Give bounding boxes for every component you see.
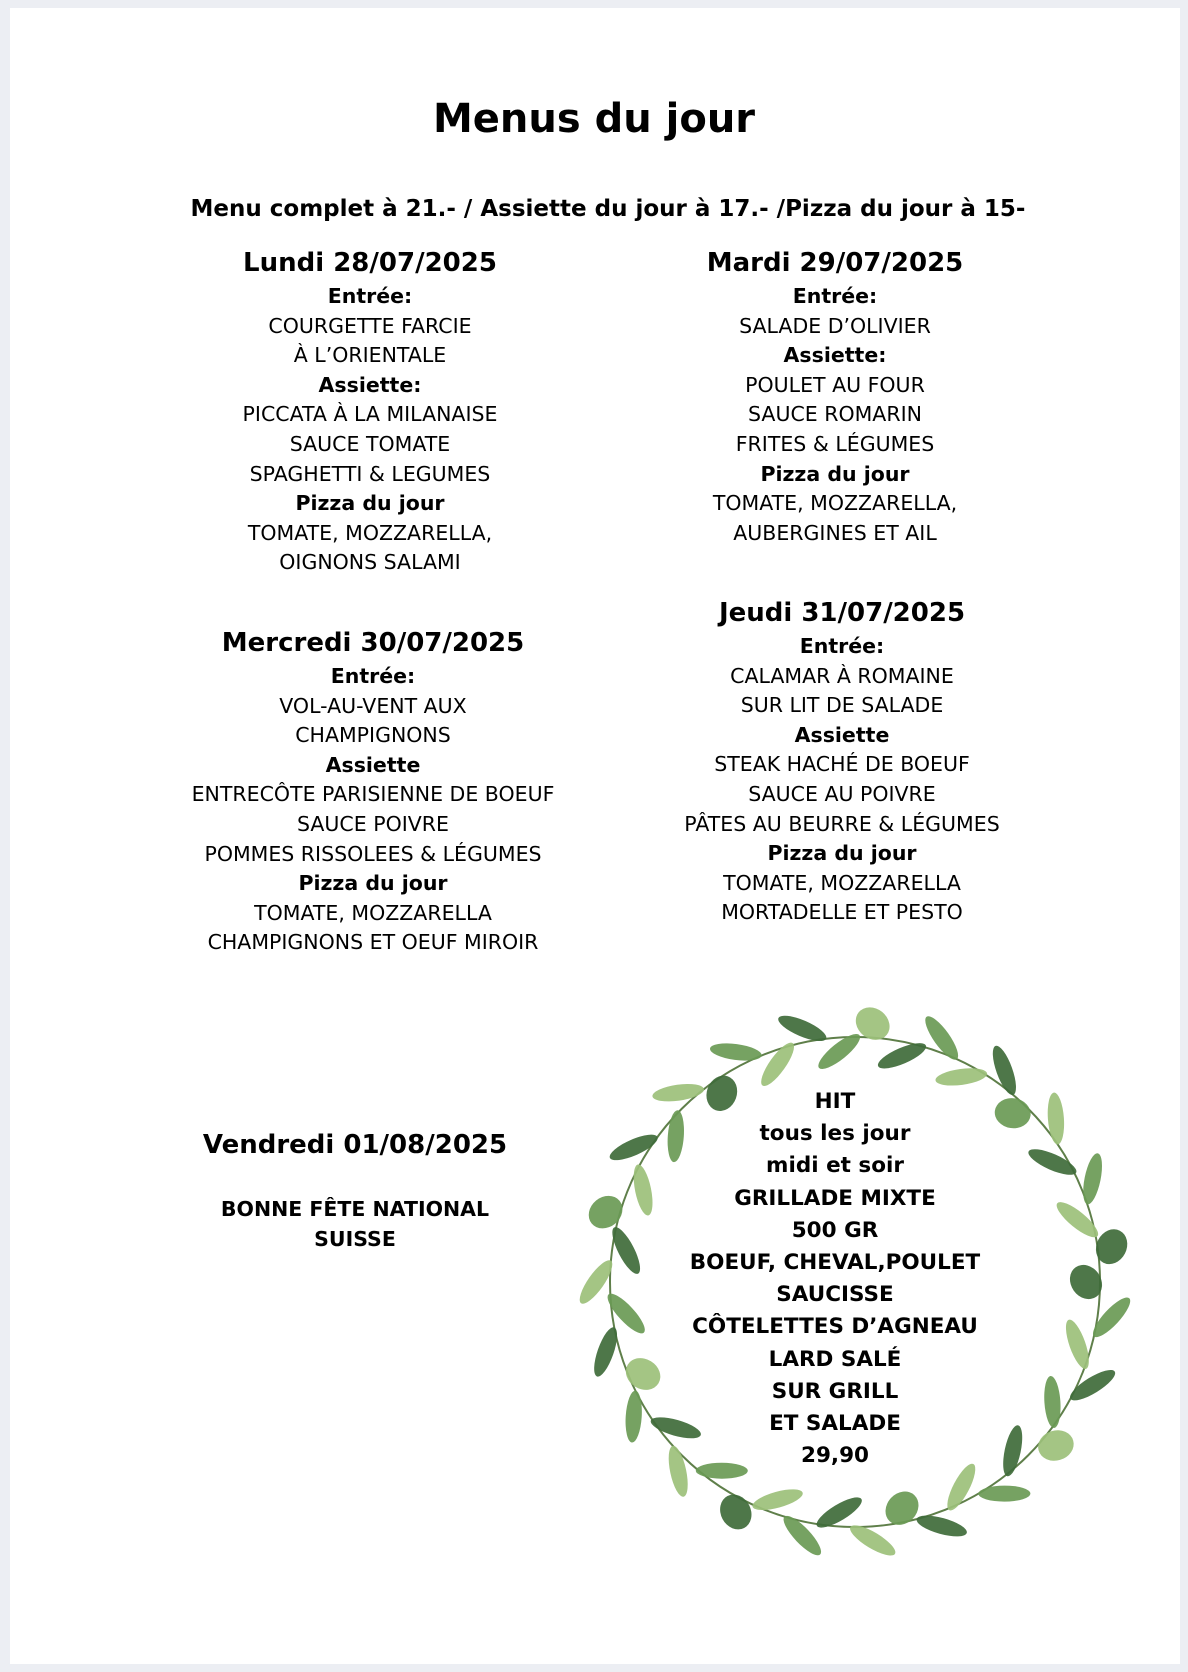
assiette-line: SAUCE POIVRE [297, 811, 449, 836]
day-menu-thursday [607, 594, 1077, 928]
assiette-line: POMMES RISSOLEES & LÉGUMES [204, 841, 542, 866]
assiette-line: FRITES & LÉGUMES [735, 431, 935, 456]
pizza-line: TOMATE, MOZZARELLA, [712, 491, 958, 516]
pizza-label: Pizza du jour [760, 461, 910, 486]
wreath-leaf [920, 1012, 963, 1064]
pizza-line: TOMATE, MOZZARELLA [254, 900, 492, 925]
hit-line: ET SALADE [769, 1411, 901, 1437]
hit-line: SAUCISSE [776, 1282, 894, 1308]
friday-note-line: BONNE FÊTE NATIONAL [220, 1197, 490, 1221]
wreath-leaf [630, 1163, 656, 1217]
entree-line: COURGETTE FARCIE [268, 313, 472, 338]
pizza-label: Pizza du jour [767, 841, 917, 866]
hit-line: CÔTELETTES D’AGNEAU [692, 1314, 978, 1340]
entree-line: SUR LIT DE SALADE [740, 693, 944, 718]
assiette-line: STEAK HACHÉ DE BOEUF [714, 752, 970, 777]
wreath-leaf [620, 1352, 666, 1396]
entree-line: VOL-AU-VENT AUX [279, 693, 467, 718]
wreath-leaf [915, 1511, 969, 1540]
price-subtitle: Menu complet à 21.- / Assiette du jour à 17.- /Pizza du jour à 15- [190, 196, 1026, 222]
wreath-leaf [875, 1038, 929, 1073]
day-menu-tuesday [600, 244, 1070, 548]
wreath-leaf [1063, 1259, 1108, 1306]
friday-note [140, 1194, 570, 1254]
assiette-line: SAUCE TOMATE [289, 431, 451, 456]
entree-line: SALADE D’OLIVIER [739, 313, 931, 338]
wreath-leaf [1061, 1317, 1093, 1371]
hit-special-box [670, 1086, 1000, 1472]
pizza-line: TOMATE, MOZZARELLA [723, 870, 961, 895]
assiette-line: POULET AU FOUR [745, 372, 925, 397]
wreath-leaf [624, 1390, 643, 1443]
day-date: Mardi 29/07/2025 [706, 248, 964, 278]
wreath-leaf [714, 1489, 757, 1535]
assiette-line: ENTRECÔTE PARISIENNE DE BOEUF [191, 782, 555, 807]
hit-line: 500 GR [791, 1217, 879, 1243]
wreath-leaf [775, 1011, 829, 1046]
wreath-leaf [1080, 1152, 1106, 1206]
pizza-line: AUBERGINES ET AIL [733, 520, 937, 545]
wreath-leaf [607, 1130, 661, 1166]
hit-line: BOEUF, CHEVAL,POULET [689, 1250, 981, 1276]
hit-line: LARD SALÉ [768, 1346, 902, 1372]
pizza-line: CHAMPIGNONS ET OEUF MIROIR [207, 930, 539, 955]
pizza-line: OIGNONS SALAMI [279, 550, 461, 575]
wreath-leaf [582, 1189, 629, 1235]
day-menu-wednesday [138, 624, 608, 958]
assiette-label: Assiette [325, 752, 421, 777]
assiette-line: PÂTES AU BEURRE & LÉGUMES [684, 811, 1000, 836]
assiette-label: Assiette: [783, 343, 887, 368]
assiette-line: SAUCE AU POIVRE [748, 781, 936, 806]
friday-menu [140, 1130, 570, 1254]
hit-line: 29,90 [800, 1443, 869, 1469]
day-date: Mercredi 30/07/2025 [221, 628, 525, 658]
day-date: Lundi 28/07/2025 [243, 248, 497, 278]
assiette-label: Assiette [794, 722, 890, 747]
entree-label: Entrée: [792, 284, 878, 308]
wreath-leaf [1066, 1365, 1119, 1406]
entree-label: Entrée: [330, 664, 416, 688]
wreath-leaf [1088, 1293, 1135, 1342]
wreath-leaf [999, 1424, 1025, 1478]
day-date: Jeudi 31/07/2025 [718, 598, 966, 628]
assiette-line: SAUCE ROMARIN [748, 402, 922, 427]
assiette-line: SPAGHETTI & LEGUMES [249, 461, 491, 486]
wreath-leaf [589, 1325, 621, 1379]
friday-note-line: SUISSE [314, 1227, 396, 1251]
day-menu-monday [135, 244, 605, 578]
assiette-line: PICCATA À LA MILANAISE [242, 402, 498, 427]
hit-line: tous les jour [759, 1121, 911, 1147]
entree-line: À L’ORIENTALE [293, 343, 447, 368]
hit-line: GRILLADE MIXTE [734, 1185, 936, 1211]
hit-line: HIT [814, 1089, 856, 1114]
hit-line: midi et soir [766, 1153, 904, 1179]
wreath-leaf [1034, 1426, 1077, 1465]
wreath-leaf [779, 1511, 826, 1560]
page-title: Menus du jour [432, 96, 756, 142]
entree-label: Entrée: [799, 634, 885, 658]
entree-line: CALAMAR À ROMAINE [730, 663, 954, 688]
assiette-label: Assiette: [318, 372, 422, 397]
entree-label: Entrée: [327, 284, 413, 308]
hit-line: SUR GRILL [771, 1378, 899, 1404]
pizza-label: Pizza du jour [295, 491, 445, 516]
wreath-leaf [750, 1485, 804, 1514]
wreath-leaf [1052, 1197, 1102, 1242]
wreath-leaf [1043, 1376, 1062, 1429]
entree-line: CHAMPIGNONS [295, 723, 451, 748]
pizza-line: MORTADELLE ET PESTO [721, 900, 963, 925]
wreath-leaf [1025, 1144, 1079, 1180]
pizza-label: Pizza du jour [298, 871, 448, 896]
pizza-line: TOMATE, MOZZARELLA, [247, 520, 493, 545]
friday-date: Vendredi 01/08/2025 [202, 1130, 508, 1160]
wreath-leaf [934, 1066, 988, 1089]
wreath-leaf [756, 1038, 799, 1090]
wreath-leaf [1046, 1092, 1066, 1145]
wreath-leaf [709, 1041, 763, 1064]
